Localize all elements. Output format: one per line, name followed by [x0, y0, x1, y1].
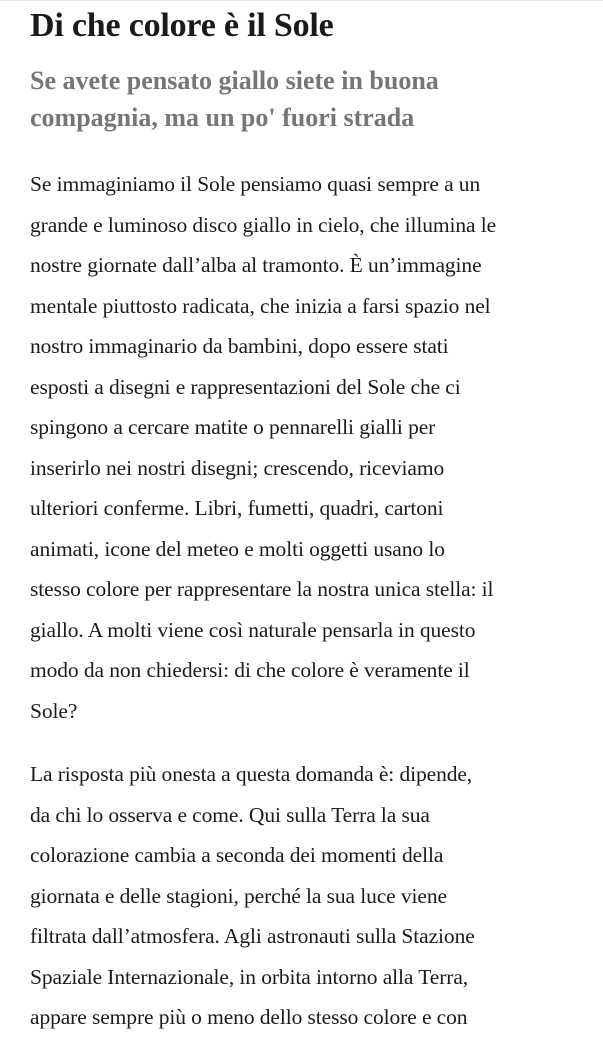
- text-line: giornata e delle stagioni, perché la sua luce viene: [30, 883, 447, 908]
- text-line: esposti a disegni e rappresentazioni del Sole che ci: [30, 374, 461, 399]
- text-line: appare sempre più o meno dello stesso colore e con: [30, 1005, 468, 1029]
- text-line: stesso colore per rappresentare la nostra unica stella: il: [30, 577, 494, 601]
- subtitle-line: compagnia, ma un po' fuori strada: [30, 103, 415, 132]
- text-line: filtrata dall’atmosfera. Agli astronauti sulla Stazione: [30, 924, 475, 948]
- text-line: da chi lo osserva e come. Qui sulla Terra la sua: [30, 802, 430, 827]
- text-line: animati, icone del meteo e molti oggetti usano lo: [30, 536, 445, 561]
- top-divider: [0, 0, 603, 1]
- paragraph-2: [30, 754, 588, 1038]
- article-subtitle: [30, 62, 588, 136]
- text-line: spingono a cercare matite o pennarelli gialli per: [30, 415, 436, 439]
- text-line: modo da non chiedersi: di che colore è veramente il: [30, 658, 470, 682]
- text-line: mentale piuttosto radicata, che inizia a farsi spazio nel: [30, 293, 491, 318]
- text-line: Sole?: [30, 698, 78, 723]
- subtitle-line: Se avete pensato giallo siete in buona: [30, 66, 439, 95]
- text-line: Spaziale Internazionale, in orbita intorno alla Terra,: [30, 964, 469, 989]
- text-line: giallo. A molti viene così naturale pensarla in questo: [30, 617, 476, 642]
- text-line: grande e luminoso disco giallo in cielo, che illumina le: [30, 212, 497, 237]
- text-line: inserirlo nei nostri disegni; crescendo, riceviamo: [30, 455, 445, 480]
- text-line: ulteriori conferme. Libri, fumetti, quadri, cartoni: [30, 496, 444, 520]
- text-line: La risposta più onesta a questa domanda è: dipende,: [30, 762, 473, 786]
- text-line: Se immaginiamo il Sole pensiamo quasi sempre a un: [30, 172, 481, 196]
- text-line: nostre giornate dall’alba al tramonto. È un’immagine: [30, 253, 482, 277]
- text-line: nostro immaginario da bambini, dopo essere stati: [30, 334, 449, 358]
- text-line: colorazione cambia a seconda dei momenti della: [30, 843, 444, 867]
- article: [30, 4, 588, 1038]
- paragraph-1: [30, 164, 588, 731]
- article-title: Di che colore è il Sole: [30, 7, 334, 44]
